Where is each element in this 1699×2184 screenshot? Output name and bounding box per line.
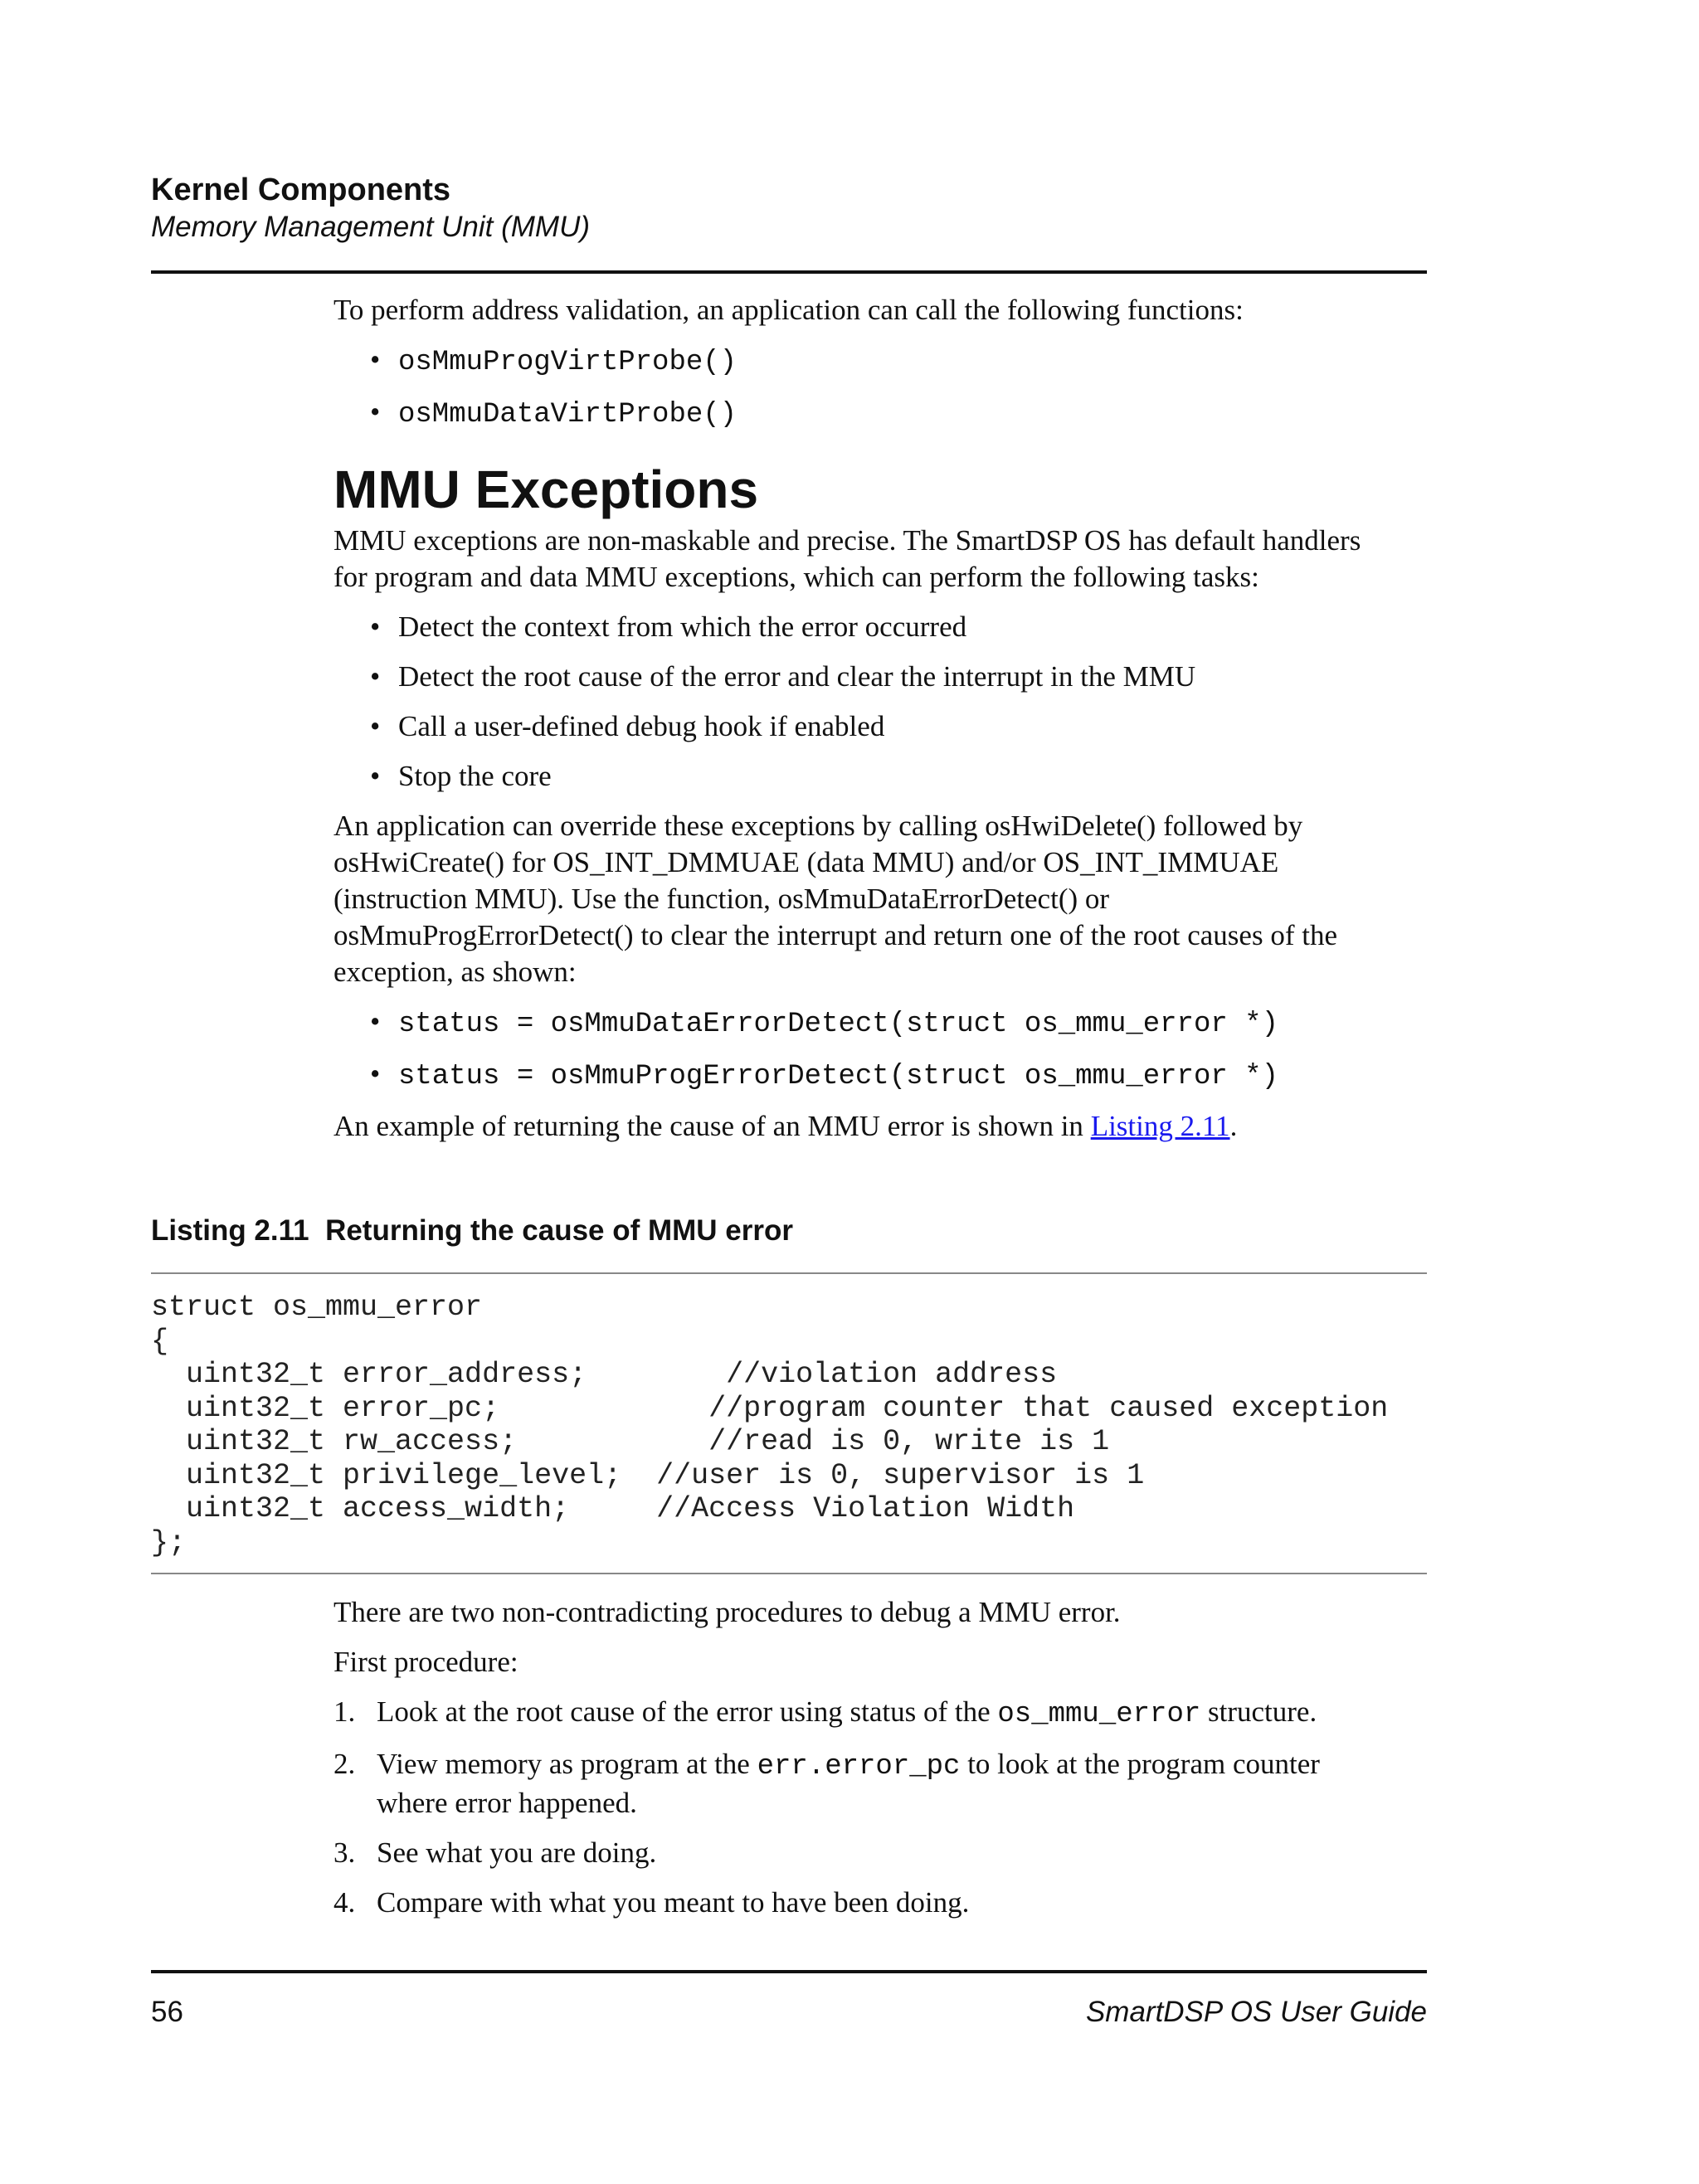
list-item (333, 342, 1429, 381)
listing-rule-bottom (151, 1573, 1427, 1574)
validation-intro: To perform address validation, an application can call the following functions: (333, 294, 1244, 326)
text-line: osHwiCreate() for OS_INT_DMMUAE (data MMU) and/or OS_INT_IMMUAE (333, 846, 1279, 878)
text-line: (instruction MMU). Use the function, osMmuDataErrorDetect() or (333, 883, 1110, 915)
list-item (333, 1056, 1429, 1095)
task-text: Call a user-defined debug hook if enabled (398, 710, 885, 742)
step-item (333, 1835, 1429, 1871)
step-number: 3. (333, 1836, 356, 1869)
step-text: structure. (1200, 1695, 1317, 1728)
step-number: 4. (333, 1886, 356, 1919)
step-text: to look at the program counter (960, 1748, 1320, 1780)
first-procedure-label: First procedure: (333, 1646, 518, 1678)
header-chapter-title: Kernel Components (151, 173, 451, 207)
bullet-icon: • (370, 710, 381, 742)
text-line: exception, as shown: (333, 956, 577, 988)
list-item (333, 1004, 1429, 1043)
code-listing: struct os_mmu_error { uint32_t error_address; //violation address uint32_t error_pc; //program counter that caused exception uint32_t rw_access; //read is 0, write is 1 uint32_t privilege_level; //user is 0, supervisor is 1 uint32_t access_width; //Access Violation Width }; (151, 1291, 1389, 1559)
step-item (333, 1746, 1429, 1822)
step-text: Compare with what you meant to have been doing. (377, 1886, 970, 1919)
function-name: osMmuProgVirtProbe() (398, 347, 738, 378)
text-run: . (1229, 1110, 1238, 1142)
example-reference (333, 1108, 1429, 1145)
listing-rule-top (151, 1272, 1427, 1274)
step-text: where error happened. (377, 1787, 637, 1819)
bullet-icon: • (370, 760, 381, 792)
bullet-icon: • (370, 1005, 381, 1038)
list-item (333, 394, 1429, 433)
debug-intro: There are two non-contradicting procedures to debug a MMU error. (333, 1596, 1121, 1628)
text-line: osMmuProgErrorDetect() to clear the interrupt and return one of the root causes of the (333, 919, 1337, 951)
step-text: See what you are doing. (377, 1836, 657, 1869)
exceptions-intro (333, 523, 1429, 596)
override-paragraph (333, 808, 1429, 990)
header-section-title: Memory Management Unit (MMU) (151, 211, 590, 243)
document-title: SmartDSP OS User Guide (1085, 1996, 1427, 2028)
code-call: status = osMmuProgErrorDetect(struct os_mmu_error *) (398, 1061, 1278, 1092)
text-line: MMU exceptions are non-maskable and precise. The SmartDSP OS has default handlers (333, 524, 1361, 557)
section-title: MMU Exceptions (333, 460, 759, 519)
body-text (333, 292, 1429, 1145)
bullet-icon: • (370, 610, 381, 643)
step-text: View memory as program at the (377, 1748, 757, 1780)
function-name: osMmuDataVirtProbe() (398, 399, 738, 430)
text-run: An example of returning the cause of an MMU error is shown in (333, 1110, 1091, 1142)
step-text: Look at the root cause of the error using status of the (377, 1695, 998, 1728)
bullet-icon: • (370, 396, 381, 428)
footer-rule (151, 1970, 1427, 1973)
running-header (151, 171, 590, 246)
bullet-icon: • (370, 343, 381, 376)
inline-code: err.error_pc (757, 1751, 961, 1783)
step-item (333, 1694, 1429, 1733)
list-item (333, 609, 1429, 645)
inline-code: os_mmu_error (997, 1699, 1201, 1730)
task-text: Detect the root cause of the error and clear the interrupt in the MMU (398, 660, 1196, 693)
header-rule (151, 270, 1427, 274)
list-item (333, 659, 1429, 695)
text-line: for program and data MMU exceptions, which can perform the following tasks: (333, 561, 1259, 593)
debug-section (333, 1594, 1429, 1921)
page-number: 56 (151, 1996, 183, 2028)
step-number: 1. (333, 1695, 356, 1728)
bullet-icon: • (370, 660, 381, 693)
bullet-icon: • (370, 1058, 381, 1090)
step-number: 2. (333, 1748, 356, 1780)
text-line: An application can override these exceptions by calling osHwiDelete() followed by (333, 810, 1303, 842)
task-text: Detect the context from which the error occurred (398, 610, 967, 643)
step-item (333, 1885, 1429, 1921)
list-item (333, 758, 1429, 795)
task-text: Stop the core (398, 760, 552, 792)
code-call: status = osMmuDataErrorDetect(struct os_mmu_error *) (398, 1009, 1278, 1040)
listing-link[interactable]: Listing 2.11 (1090, 1110, 1230, 1142)
list-item (333, 708, 1429, 745)
listing-title: Listing 2.11 Returning the cause of MMU error (151, 1214, 794, 1247)
